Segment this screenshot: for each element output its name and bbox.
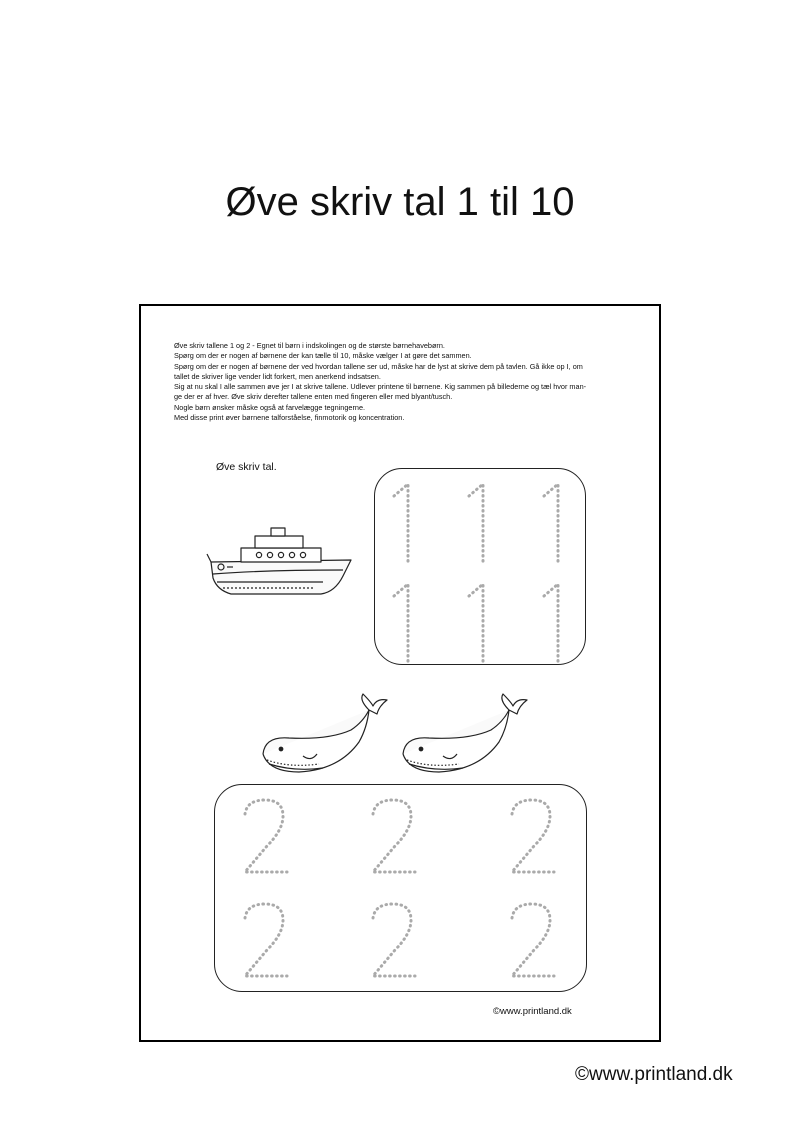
instruction-line: Med disse print øver børnene talforståelse, finmotorik og koncentration.: [174, 413, 405, 423]
traceable-one[interactable]: [461, 578, 501, 673]
worksheet-preview: [139, 304, 661, 1042]
whale-illustration: [259, 692, 389, 782]
traceable-two[interactable]: [365, 796, 421, 885]
worksheet-subtitle: Øve skriv tal.: [216, 461, 277, 473]
traceable-one[interactable]: [536, 478, 576, 573]
instruction-line: tallet de skriver lige vender lidt forkert, men anerkend indsatsen.: [174, 371, 381, 381]
footer-copyright: ©www.printland.dk: [575, 1064, 733, 1085]
instruction-line: Spørg om der er nogen af børnene der kan tælle til 10, måske vælger I at gøre det sammen.: [174, 351, 472, 361]
whale-illustration: [399, 692, 529, 782]
instruction-line: ge der er af hver. Øve skriv derefter tallene enten med fingeren eller med blyant/tusch.: [174, 392, 453, 402]
page-title: Øve skriv tal 1 til 10: [225, 180, 575, 224]
traceable-two[interactable]: [237, 900, 293, 989]
traceable-one[interactable]: [536, 578, 576, 673]
instruction-line: Nogle børn ønsker måske også at farvelægge tegningerne.: [174, 402, 366, 412]
instruction-line: Spørg om der er nogen af børnene der ved hvordan tallene ser ud, måske har de lyst at skrive dem på tavlen. Gå ikke op I, om: [174, 361, 583, 371]
traceable-two[interactable]: [504, 900, 560, 989]
instructions-text: [174, 341, 644, 423]
traceable-two[interactable]: [365, 900, 421, 989]
traceable-one[interactable]: [386, 578, 426, 673]
worksheet-copyright: ©www.printland.dk: [493, 1006, 572, 1017]
instruction-line: Sig at nu skal I alle sammen øve jer I at skrive tallene. Udlever printene til børnene. Kig sammen på billederne og tæl hvor man-: [174, 382, 587, 392]
ship-illustration: [203, 524, 353, 604]
instruction-line: Øve skriv tallene 1 og 2 - Egnet til børn i indskolingen og de største børnehavebørn.: [174, 341, 445, 350]
traceable-one[interactable]: [461, 478, 501, 573]
traceable-two[interactable]: [504, 796, 560, 885]
traceable-two[interactable]: [237, 796, 293, 885]
traceable-one[interactable]: [386, 478, 426, 573]
